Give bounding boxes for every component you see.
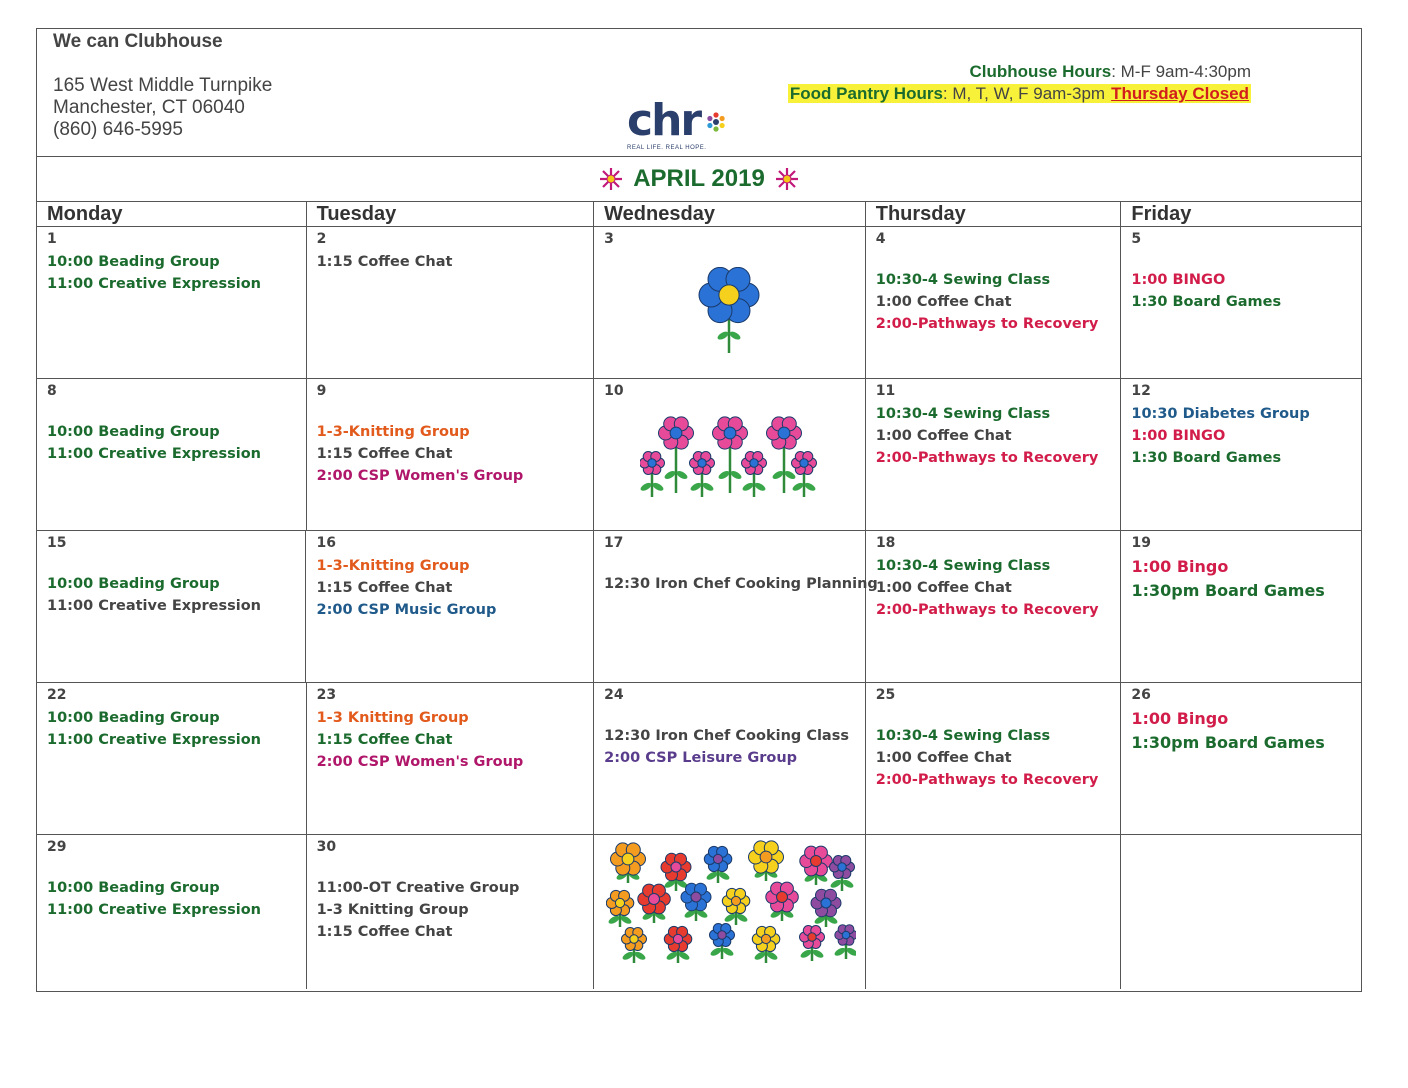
day-number: 26: [1131, 687, 1151, 703]
event-item: 1:00 Bingo: [1131, 557, 1229, 576]
logo-flower-icon: [705, 111, 727, 133]
event-item: 1-3-Knitting Group: [316, 558, 470, 574]
event-item: 11:00 Creative Expression: [47, 598, 261, 614]
event-item: 1:30 Board Games: [1131, 450, 1282, 466]
day-number: 19: [1131, 535, 1151, 551]
pantry-hours: [788, 83, 1251, 105]
day-number: 22: [47, 687, 67, 703]
day-number: 10: [604, 383, 624, 399]
event-item: 1:00 Coffee Chat: [875, 428, 1012, 444]
event-item: 11:00 Creative Expression: [47, 446, 261, 462]
pantry-hours-value: : M, T, W, F 9am-3pm: [942, 84, 1106, 103]
weekday-header-row: [37, 201, 1361, 227]
day-cell: [37, 227, 307, 378]
pantry-hours-label: Food Pantry Hours: [789, 84, 943, 103]
event-item: 12:30 Iron Chef Cooking Planning: [603, 576, 878, 592]
event-item: 10:30-4 Sewing Class: [875, 406, 1051, 422]
day-cell: [866, 227, 1122, 378]
day-cell: [594, 531, 878, 682]
day-cell: [594, 227, 866, 378]
day-number: 9: [316, 383, 327, 399]
day-cell: [1121, 227, 1361, 378]
day-number: 18: [875, 535, 896, 551]
event-item: 1:15 Coffee Chat: [316, 580, 453, 596]
day-cell: [37, 531, 306, 682]
event-item: 11:00 Creative Expression: [47, 276, 261, 292]
day-cell: [1121, 683, 1361, 834]
day-cell: [1121, 531, 1361, 682]
event-item: 10:00 Beading Group: [47, 424, 220, 440]
clubhouse-hours-label: Clubhouse Hours: [969, 62, 1112, 81]
event-item: 10:00 Beading Group: [47, 254, 220, 270]
day-number: 8: [47, 383, 57, 399]
week-row: [37, 683, 1361, 835]
day-cell: [307, 227, 595, 378]
address-line: 165 West Middle Turnpike: [53, 75, 273, 96]
day-number: 1: [47, 231, 57, 247]
event-item: 2:00 CSP Women's Group: [316, 754, 524, 770]
address-line: Manchester, CT 06040: [53, 97, 245, 118]
event-item: 12:30 Iron Chef Cooking Class: [604, 728, 849, 744]
day-number: 4: [875, 231, 886, 247]
clubhouse-hours-value: : M-F 9am-4:30pm: [1111, 62, 1251, 81]
day-cell: [866, 379, 1122, 530]
week-row: [37, 835, 1361, 989]
day-cell: [866, 683, 1122, 834]
clubhouse-hours: [788, 61, 1251, 83]
day-number: 3: [604, 231, 614, 247]
day-number: 17: [603, 535, 624, 551]
org-address: [53, 75, 272, 141]
week-row: [37, 531, 1361, 683]
event-item: 10:30 Diabetes Group: [1131, 406, 1310, 422]
day-cell: [37, 683, 307, 834]
garden-illustration: [606, 839, 856, 979]
event-item: 1:00 BINGO: [1131, 428, 1226, 444]
pink-flower-icon: [773, 165, 801, 193]
event-item: 10:30-4 Sewing Class: [875, 558, 1051, 574]
event-item: 1:15 Coffee Chat: [316, 924, 453, 940]
week-row: [37, 379, 1361, 531]
day-cell: [307, 379, 595, 530]
event-item: 2:00-Pathways to Recovery: [875, 316, 1099, 332]
event-item: 2:00-Pathways to Recovery: [875, 772, 1099, 788]
event-item: 1:15 Coffee Chat: [316, 446, 453, 462]
weekday-wednesday: Wednesday: [594, 202, 866, 226]
day-cell: [37, 835, 307, 989]
day-number: 16: [316, 535, 336, 551]
pantry-closed-note: Thursday Closed: [1111, 84, 1249, 103]
day-cell: [866, 531, 1122, 682]
day-cell: [594, 683, 866, 834]
chr-logo: [627, 95, 727, 151]
day-cell: [594, 379, 866, 530]
day-cell: [866, 835, 1122, 989]
event-item: 11:00-OT Creative Group: [316, 880, 520, 896]
month-title: APRIL 2019: [633, 165, 765, 192]
day-number: 25: [875, 687, 896, 703]
event-item: 11:00 Creative Expression: [47, 902, 261, 918]
week-row: [37, 227, 1361, 379]
event-item: 10:30-4 Sewing Class: [875, 728, 1051, 744]
day-number: 2: [316, 231, 327, 247]
weekday-friday: Friday: [1131, 203, 1192, 225]
calendar-header: [37, 29, 1361, 157]
day-cell: [1121, 835, 1361, 989]
event-item: 1:00 BINGO: [1131, 272, 1226, 288]
blue-flower-illustration: [694, 267, 764, 363]
phone-number: (860) 646-5995: [53, 119, 183, 140]
day-number: 24: [604, 687, 624, 703]
event-item: 1:00 Coffee Chat: [875, 580, 1012, 596]
flower-row-illustration: [640, 401, 820, 505]
event-item: 1:30 Board Games: [1131, 294, 1282, 310]
weekday-tuesday: Tuesday: [307, 202, 595, 226]
event-item: 1-3-Knitting Group: [316, 424, 470, 440]
event-item: 11:00 Creative Expression: [47, 732, 261, 748]
event-item: 1:30pm Board Games: [1131, 581, 1325, 600]
day-cell: [307, 683, 595, 834]
day-cell: [307, 835, 595, 989]
event-item: 1:15 Coffee Chat: [316, 732, 453, 748]
day-cell: [306, 531, 593, 682]
event-item: 10:00 Beading Group: [47, 880, 220, 896]
event-item: 2:00-Pathways to Recovery: [875, 602, 1099, 618]
event-item: 2:00 CSP Leisure Group: [604, 750, 798, 766]
event-item: 2:00 CSP Music Group: [316, 602, 497, 618]
event-item: 2:00-Pathways to Recovery: [875, 450, 1099, 466]
calendar-grid: [37, 227, 1361, 989]
event-item: 1:30pm Board Games: [1131, 733, 1325, 752]
calendar-sheet: [36, 28, 1362, 992]
day-cell: [594, 835, 866, 989]
day-cell: [37, 379, 307, 530]
org-name: We can Clubhouse: [53, 31, 223, 52]
day-number: 15: [47, 535, 67, 551]
day-number: 11: [875, 383, 896, 399]
day-cell: [1121, 379, 1361, 530]
event-item: 2:00 CSP Women's Group: [316, 468, 524, 484]
logo-text: chr: [627, 95, 701, 146]
event-item: 1-3 Knitting Group: [316, 710, 469, 726]
event-item: 1-3 Knitting Group: [316, 902, 469, 918]
event-item: 10:30-4 Sewing Class: [875, 272, 1051, 288]
weekday-thursday: Thursday: [866, 202, 1122, 226]
event-item: 1:00 Bingo: [1131, 709, 1229, 728]
event-item: 10:00 Beading Group: [47, 576, 220, 592]
event-item: 10:00 Beading Group: [47, 710, 220, 726]
day-number: 29: [47, 839, 67, 855]
hours-block: [788, 61, 1251, 105]
month-bar: [37, 157, 1361, 201]
day-number: 23: [316, 687, 337, 703]
logo-tagline: REAL LIFE. REAL HOPE.: [627, 145, 707, 151]
weekday-monday: Monday: [37, 202, 307, 226]
pantry-hours-highlight: [788, 84, 1251, 103]
event-item: 1:15 Coffee Chat: [316, 254, 453, 270]
event-item: 1:00 Coffee Chat: [875, 750, 1012, 766]
day-number: 5: [1131, 231, 1142, 247]
event-item: 1:00 Coffee Chat: [875, 294, 1012, 310]
day-number: 12: [1131, 383, 1151, 399]
day-number: 30: [316, 839, 337, 855]
pink-flower-icon: [597, 165, 625, 193]
